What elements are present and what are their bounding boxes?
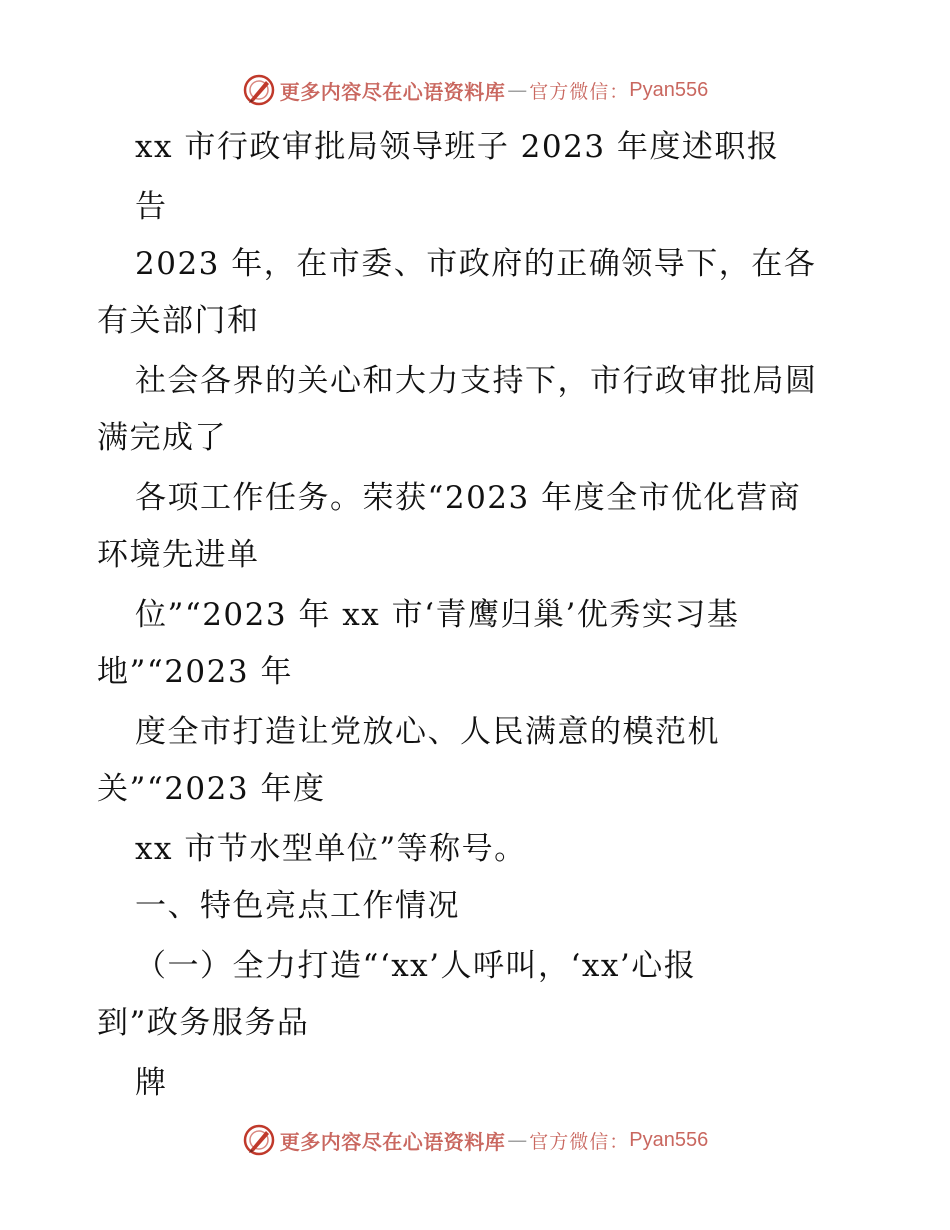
- paragraph-line: 2023 年，在市委、市政府的正确领导下，在各: [135, 246, 817, 282]
- watermark-separator: —: [507, 78, 528, 102]
- paragraph-line: 各项工作任务。荣获“2023 年度全市优化营商: [135, 480, 802, 516]
- pen-logo-icon: [242, 1123, 276, 1157]
- subsection-heading: （一）全力打造“‘xx’人呼叫，‘xx’心报: [135, 948, 697, 984]
- document-title-line: xx 市行政审批局领导班子 2023 年度述职报: [135, 129, 780, 165]
- paragraph-line: 社会各界的关心和大力支持下，市行政审批局圆: [135, 363, 818, 399]
- watermark-wechat-label: 官方微信：: [529, 80, 630, 103]
- paragraph-line: 度全市打造让党放心、人民满意的模范机: [135, 714, 720, 750]
- watermark-wechat-id: Pyan556: [629, 1128, 709, 1151]
- paragraph-line: 满完成了: [97, 420, 227, 456]
- paragraph-line: 关”“2023 年度: [97, 771, 326, 807]
- section-heading: 一、特色亮点工作情况: [135, 888, 460, 924]
- subsection-heading: 牌: [135, 1065, 168, 1101]
- watermark-separator: —: [507, 1128, 528, 1152]
- document-title-line: 告: [135, 189, 168, 225]
- watermark-wechat-label: 官方微信：: [529, 1130, 630, 1153]
- paragraph-line: 有关部门和: [97, 303, 260, 339]
- watermark-text: 更多内容尽在心语资料库: [279, 79, 506, 104]
- watermark-banner-bottom: [0, 1120, 950, 1160]
- paragraph-line: xx 市节水型单位”等称号。: [135, 831, 527, 867]
- watermark-banner-top: [0, 70, 950, 110]
- paragraph-line: 地”“2023 年: [97, 654, 293, 690]
- subsection-heading: 到”政务服务品: [97, 1005, 310, 1041]
- pen-logo-icon: [242, 73, 276, 107]
- watermark-wechat-id: Pyan556: [629, 78, 709, 101]
- watermark-text: 更多内容尽在心语资料库: [279, 1129, 506, 1154]
- paragraph-line: 位”“2023 年 xx 市‘青鹰归巢’优秀实习基: [135, 597, 740, 633]
- paragraph-line: 环境先进单: [97, 537, 260, 573]
